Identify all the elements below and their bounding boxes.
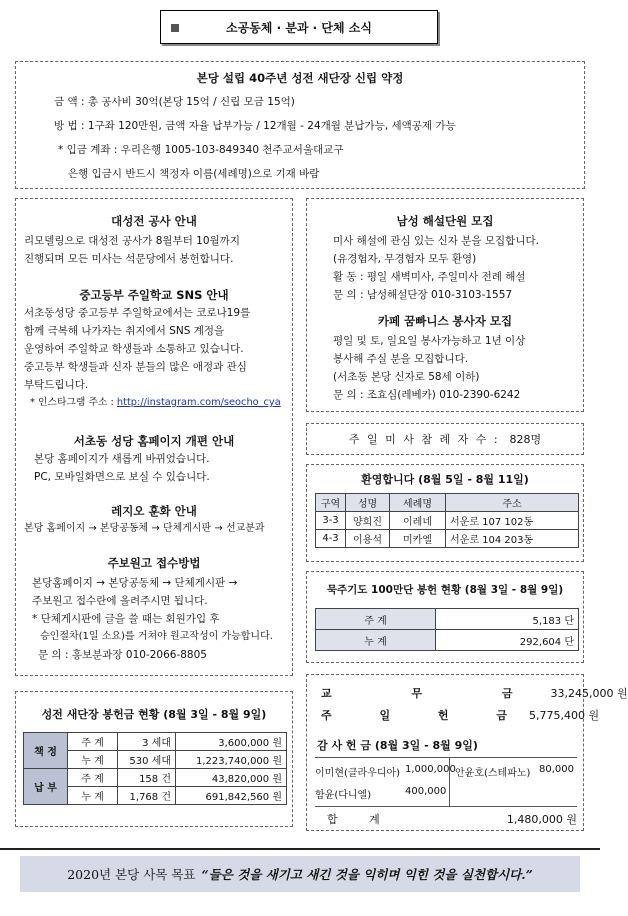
table-row xyxy=(316,630,579,651)
group-label: 납 부 xyxy=(24,769,68,805)
finance-label: 주 일 헌 금 xyxy=(321,709,529,722)
col-header: 구역 xyxy=(316,494,346,512)
cell: 서운로 107 102동 xyxy=(446,512,579,530)
pledge-line: * 입금 계좌 : 우리은행 1005-103-849340 천주교서울대교구 xyxy=(58,144,344,156)
sns-title: 중고등부 주일학교 SNS 안내 xyxy=(79,288,229,302)
notice-line: 함께 극복해 나가자는 취지에서 SNS 계정을 xyxy=(24,325,225,337)
donor-amount: 80,000 xyxy=(539,764,574,775)
divider xyxy=(0,848,600,850)
notice-line: 문 의 : 홍보분과장 010-2066-8805 xyxy=(38,649,207,661)
motto-prefix: 2020년 본당 사목 목표 xyxy=(67,867,196,882)
homepage-title: 서초동 성당 홈페이지 개편 안내 xyxy=(73,434,235,448)
table-row xyxy=(24,733,287,751)
notice-line: PC, 모바일화면으로 보실 수 있습니다. xyxy=(34,471,210,483)
notice-line: 본당홈페이지 → 본당공동체 → 단체게시판 → xyxy=(32,577,238,589)
notice-line: 봉사해 주실 분을 모집합니다. xyxy=(333,353,469,365)
col-header: 주소 xyxy=(446,494,579,512)
cell: 주 계 xyxy=(68,733,118,751)
rosary-title: 묵주기도 100만단 봉헌 현황 (8월 3일 - 8월 9일) xyxy=(326,584,564,596)
pledge-box xyxy=(15,61,585,189)
pledge-line: 방 법 : 1구좌 120만원, 금액 자율 납부가능 / 12개월 - 24개월 분납가능, 세액공제 가능 xyxy=(54,120,456,132)
cell: 누 계 xyxy=(68,751,118,769)
notice-line: 문 의 : 조효심(레베카) 010-2390-6242 xyxy=(333,389,521,401)
notice-line: 문 의 : 남성해설단장 010-3103-1557 xyxy=(333,289,513,301)
notice-line: 서초동성당 중고등부 주일학교에서는 코로나19를 xyxy=(24,307,251,319)
section-header xyxy=(160,10,438,44)
table-row xyxy=(316,530,579,548)
notice-line: 미사 해설에 관심 있는 신자 분을 모집합니다. xyxy=(333,235,539,247)
cell: 4-3 xyxy=(316,530,346,548)
donor-name: 안윤호(스테파노) xyxy=(455,768,531,779)
renovation-title: 성전 새단장 봉헌금 현황 (8월 3일 - 8월 9일) xyxy=(41,708,267,721)
instagram-label: * 인스타그램 주소 : xyxy=(30,397,117,408)
total-row xyxy=(327,811,577,827)
notice-line: (유경험자, 무경험자 모두 환영) xyxy=(333,253,477,265)
pledge-title: 본당 설립 40주년 성전 새단장 신립 약정 xyxy=(196,71,404,85)
cell: 미카엘 xyxy=(390,530,446,548)
cell: 530 세대 xyxy=(118,751,176,769)
cell: 주 계 xyxy=(316,609,436,630)
col-header: 성명 xyxy=(346,494,390,512)
donor-amount: 400,000 xyxy=(405,786,447,797)
welcome-box xyxy=(306,464,584,562)
renovation-table xyxy=(23,732,287,805)
cell: 3-3 xyxy=(316,512,346,530)
finance-row xyxy=(321,685,628,701)
cafe-title: 카페 꿈빠니스 봉사자 모집 xyxy=(377,314,513,328)
left-notices-box xyxy=(15,198,293,676)
cell: 1,223,740,000 원 xyxy=(176,751,287,769)
cell: 주 계 xyxy=(68,769,118,787)
attendance-value: 828명 xyxy=(509,433,542,446)
thanks-title: 감 사 헌 금 (8월 3일 - 8월 9일) xyxy=(317,739,478,752)
thanks-list xyxy=(315,757,577,807)
section-title: 소공동체 · 분과 · 단체 소식 xyxy=(226,20,372,35)
cell: 292,604 단 xyxy=(436,630,579,651)
notice-line: 본당 홈페이지가 새롭게 바뀌었습니다. xyxy=(34,453,210,465)
donor-name: 함윤(다니엘) xyxy=(315,790,372,801)
cell: 누 계 xyxy=(68,787,118,805)
total-value: 1,480,000 원 xyxy=(506,813,577,826)
pledge-line: 금 액 : 총 공사비 30억(본당 15억 / 신립 모금 15억) xyxy=(54,96,295,108)
square-bullet-icon xyxy=(171,24,179,32)
bulletin-title: 주보원고 접수방법 xyxy=(107,556,201,570)
total-label: 합 계 xyxy=(327,813,394,826)
cell: 1,768 건 xyxy=(118,787,176,805)
col-header: 세례명 xyxy=(390,494,446,512)
cell: 양희진 xyxy=(346,512,390,530)
finance-label: 교 무 금 xyxy=(321,687,551,700)
cell: 691,842,560 원 xyxy=(176,787,287,805)
commentator-title: 남성 해설단원 모집 xyxy=(396,214,494,228)
welcome-table xyxy=(315,493,579,548)
finance-value: 33,245,000 원 xyxy=(550,687,628,700)
notice-line: 주보원고 접수란에 올려주시면 됩니다. xyxy=(32,595,208,607)
notice-line: 리모델링으로 대성전 공사가 8월부터 10월까지 xyxy=(24,235,240,247)
motto-quote: “들은 것을 새기고 새긴 것을 익히며 익힌 것을 실천합시다.” xyxy=(201,867,533,882)
notice-line: 중고등부 학생들과 신자 분들의 많은 애정과 관심 xyxy=(24,361,247,373)
right-notices-box xyxy=(306,198,584,412)
notice-line: 평일 및 토, 일요일 봉사가능하고 1년 이상 xyxy=(333,335,526,347)
notice-line: 승인절차(1일 소요)를 거쳐야 원고작성이 가능합니다. xyxy=(40,631,273,642)
table-row xyxy=(316,609,579,630)
table-row xyxy=(316,512,579,530)
renovation-box xyxy=(15,691,293,827)
instagram-line xyxy=(30,395,281,411)
notice-line: (서초동 본당 신자로 58세 이하) xyxy=(333,371,480,383)
notice-line: 운영하여 주일학교 학생들과 소통하고 있습니다. xyxy=(24,343,244,355)
table-header-row xyxy=(316,494,579,512)
finance-box xyxy=(306,674,628,831)
group-label: 책 정 xyxy=(24,733,68,769)
motto-banner xyxy=(20,856,580,892)
cell: 3 세대 xyxy=(118,733,176,751)
finance-value: 5,775,400 원 xyxy=(529,709,600,722)
cell: 5,183 단 xyxy=(436,609,579,630)
cell: 3,600,000 원 xyxy=(176,733,287,751)
table-row xyxy=(24,769,287,787)
welcome-title: 환영합니다 (8월 5일 - 8월 11일) xyxy=(361,473,529,486)
notice-line: * 단체게시판에 글을 쓸 때는 회원가입 후 xyxy=(32,613,220,625)
cell: 서운로 104 203동 xyxy=(446,530,579,548)
notice-line: 진행되며 모든 미사는 석문당에서 봉헌합니다. xyxy=(24,253,234,265)
rosary-box xyxy=(306,571,584,663)
notice-line: 부탁드립니다. xyxy=(24,379,89,391)
construction-title: 대성전 공사 안내 xyxy=(111,214,197,228)
notice-line: 본당 홈페이지 → 본당공동체 → 단체게시판 → 선교분과 xyxy=(24,523,265,534)
cell: 이용석 xyxy=(346,530,390,548)
finance-row xyxy=(321,707,600,723)
cell: 158 건 xyxy=(118,769,176,787)
notice-line: 활 동 : 평일 새벽미사, 주일미사 전례 해설 xyxy=(333,271,526,283)
pledge-line: 은행 입금시 반드시 책정자 이름(세례명)으로 기재 바람 xyxy=(68,168,320,180)
rosary-table xyxy=(315,608,579,651)
legio-title: 레지오 훈화 안내 xyxy=(111,504,197,518)
donor-amount: 1,000,000 xyxy=(405,764,456,775)
attendance-label: 주 일 미 사 참 례 자 수 : xyxy=(348,433,500,446)
instagram-link[interactable]: http://instagram.com/seocho_cya xyxy=(116,397,281,408)
donor-name: 이미현(클라우디아) xyxy=(315,768,401,779)
cell: 43,820,000 원 xyxy=(176,769,287,787)
attendance-box xyxy=(306,423,584,455)
cell: 이레네 xyxy=(390,512,446,530)
cell: 누 계 xyxy=(316,630,436,651)
